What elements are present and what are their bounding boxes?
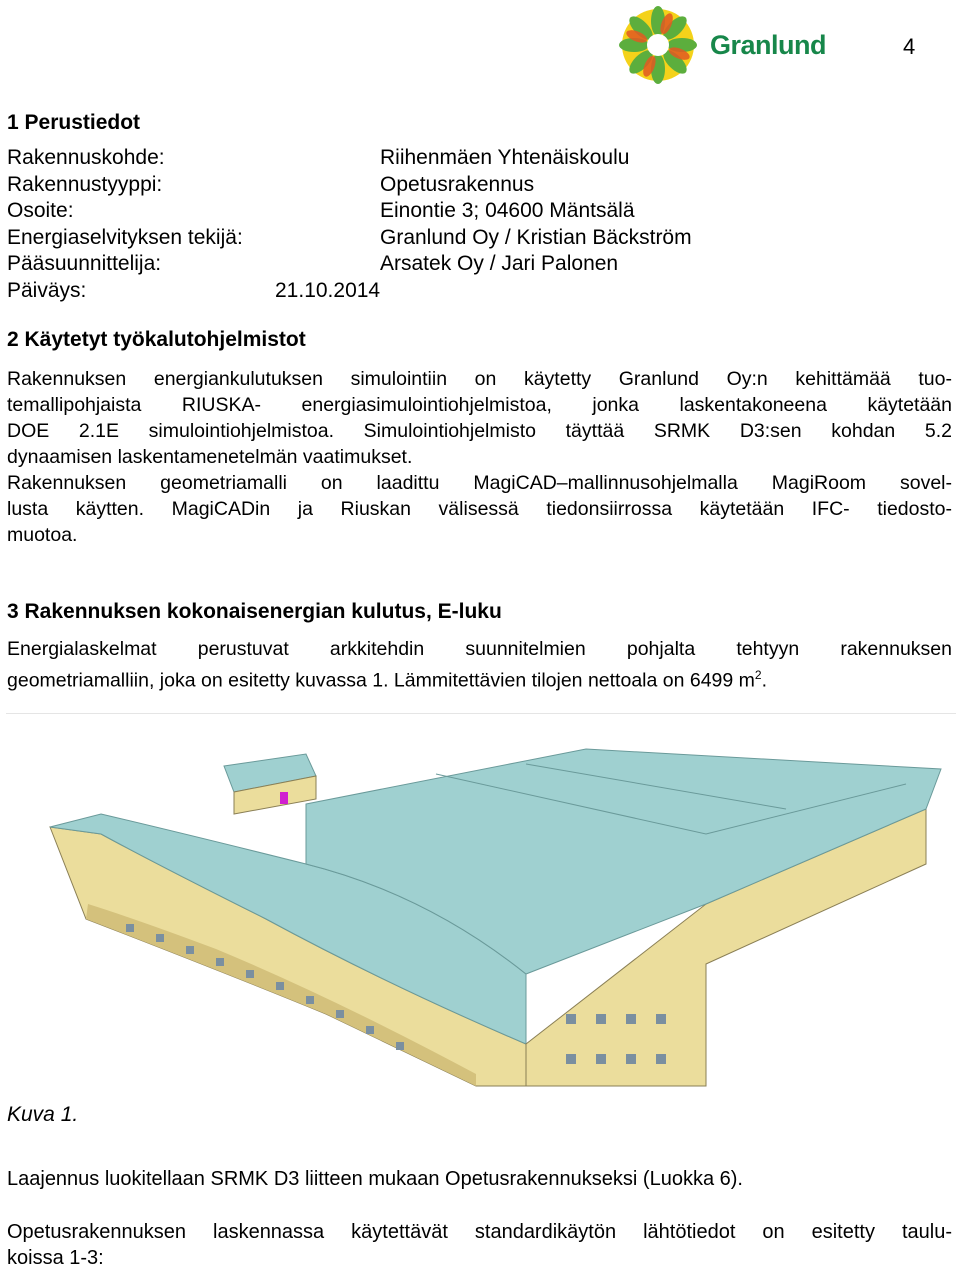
info-label: Rakennuskohde: — [7, 146, 165, 169]
info-value: 21.10.2014 — [275, 278, 381, 302]
tools-paragraph — [7, 366, 952, 470]
info-row — [7, 172, 907, 199]
superscript: 2 — [754, 668, 762, 682]
info-row — [7, 145, 907, 172]
text-line: Laajennus luokitellaan SRMK D3 liitteen mukaan Opetusrakennukseksi (Luokka 6). — [7, 1168, 743, 1190]
project-info — [7, 145, 907, 304]
granlund-sun-icon — [614, 4, 704, 86]
text-line: dynaamisen laskentamenetelmän vaatimukset. — [7, 446, 413, 468]
text-line: Rakennuksen energiankulutuksen simulointiin on käytetty Granlund Oy:n kehittämää tuo- — [7, 368, 952, 390]
info-label: Energiaselvityksen tekijä: — [7, 225, 243, 249]
info-value: Einontie 3; 04600 Mäntsälä — [380, 199, 635, 222]
text-line: temallipohjaista RIUSKA- energiasimulointiohjelmistoa, jonka laskentakoneena käytetään — [7, 394, 952, 416]
section-3-title: 3 Rakennuksen kokonaisenergian kulutus, E-luku — [7, 600, 502, 623]
info-row — [7, 198, 907, 225]
granlund-logo — [614, 4, 834, 86]
info-row — [7, 278, 907, 305]
info-value: Arsatek Oy / Jari Palonen — [380, 252, 619, 275]
info-label: Osoite: — [7, 199, 74, 222]
logo-text: Granlund — [710, 30, 826, 60]
section-2-title: 2 Käytetyt työkalutohjelmistot — [7, 328, 306, 351]
building-model-figure — [6, 713, 956, 1091]
info-value: Riihenmäen Yhtenäiskoulu — [380, 146, 630, 169]
text-line: DOE 2.1E simulointiohjelmistoa. Simulointiohjelmisto täyttää SRMK D3:sen kohdan 5.2 — [7, 420, 952, 442]
text-line: Opetusrakennuksen laskennassa käytettävät standardikäytön lähtötiedot on esitetty taulu- — [7, 1221, 952, 1243]
text-line — [7, 662, 952, 694]
text-segment: . — [761, 669, 768, 692]
info-value: Granlund Oy / Kristian Bäckström — [380, 225, 692, 249]
standard-use-paragraph — [7, 1219, 952, 1271]
page-number: 4 — [903, 34, 916, 59]
info-row — [7, 251, 907, 278]
info-label: Rakennustyyppi: — [7, 172, 163, 196]
energy-paragraph — [7, 636, 952, 694]
info-label: Pääsuunnittelija: — [7, 252, 162, 275]
text-line: Rakennuksen geometriamalli on laadittu MagiCAD–mallinnusohjelmalla MagiRoom sovel- — [7, 472, 952, 494]
info-row — [7, 225, 907, 252]
text-segment: geometriamalliin, joka on esitetty kuvassa 1. Lämmitettävien tilojen nettoala on 6499 m — [7, 669, 755, 692]
info-value: Opetusrakennus — [380, 172, 535, 196]
classification-paragraph — [7, 1166, 952, 1192]
info-label: Päiväys: — [7, 278, 87, 302]
text-line: muotoa. — [7, 524, 78, 546]
text-line: lusta käytten. MagiCADin ja Riuskan välisessä tiedonsiirrossa käytetään IFC- tiedosto- — [7, 498, 952, 520]
text-line: koissa 1-3: — [7, 1247, 104, 1269]
text-line: Energialaskelmat perustuvat arkkitehdin suunnitelmien pohjalta tehtyyn rakennuksen — [7, 638, 952, 660]
building-3d-model — [6, 714, 956, 1091]
figure-caption: Kuva 1. — [7, 1103, 79, 1126]
section-1-title: 1 Perustiedot — [7, 111, 141, 134]
geometry-paragraph — [7, 470, 952, 548]
